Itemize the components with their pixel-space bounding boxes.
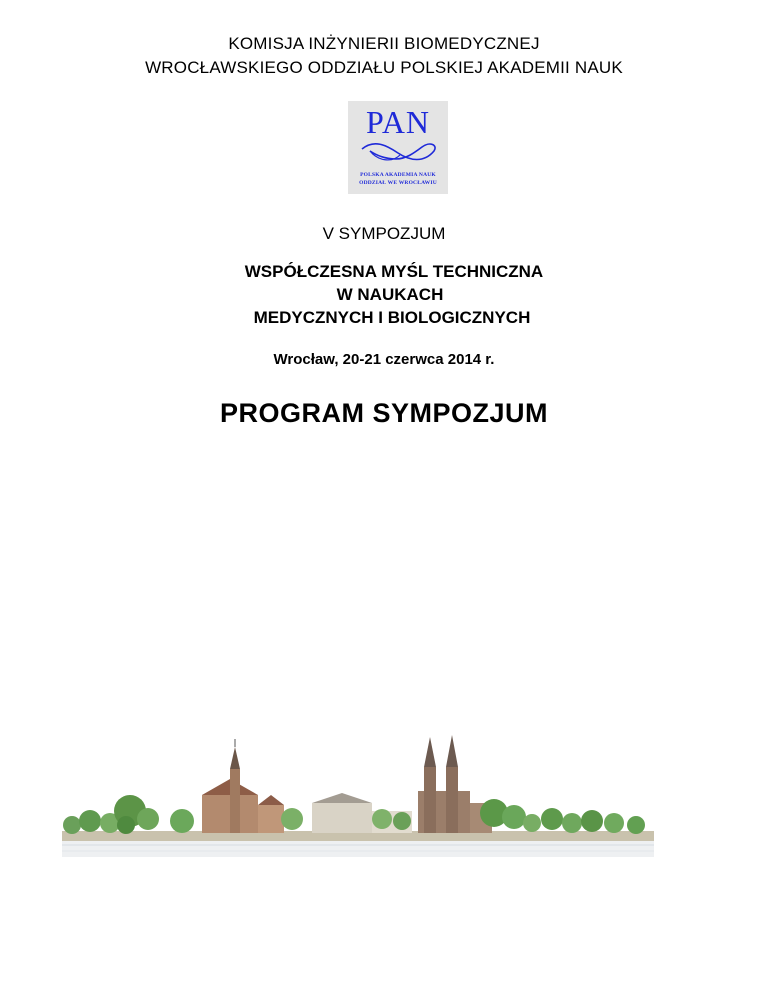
symposium-number: V SYMPOZJUM: [322, 224, 446, 243]
title-line-1: WSPÓŁCZESNA MYŚL TECHNICZNA: [244, 262, 544, 281]
logo-subtitle-2: ODDZIAŁ WE WROCŁAWIU: [359, 180, 437, 186]
logo-swirl-icon: [356, 137, 440, 167]
header-line-2: WROCŁAWSKIEGO ODDZIAŁU POLSKIEJ AKADEMII NAUK: [145, 58, 623, 77]
logo-mark-text: PAN: [365, 104, 431, 140]
program-heading: PROGRAM SYMPOZJUM: [219, 398, 549, 428]
title-line-2: W NAUKACH: [336, 285, 444, 304]
logo-subtitle-1: POLSKA AKADEMIA NAUK: [360, 172, 436, 178]
place-date: Wrocław, 20-21 czerwca 2014 r.: [273, 351, 495, 368]
pan-logo: [348, 101, 448, 194]
header-line-1: KOMISJA INŻYNIERII BIOMEDYCZNEJ: [228, 34, 540, 53]
title-line-3: MEDYCZNYCH I BIOLOGICZNYCH: [253, 308, 531, 327]
wroclaw-skyline-illustration: [62, 733, 654, 859]
